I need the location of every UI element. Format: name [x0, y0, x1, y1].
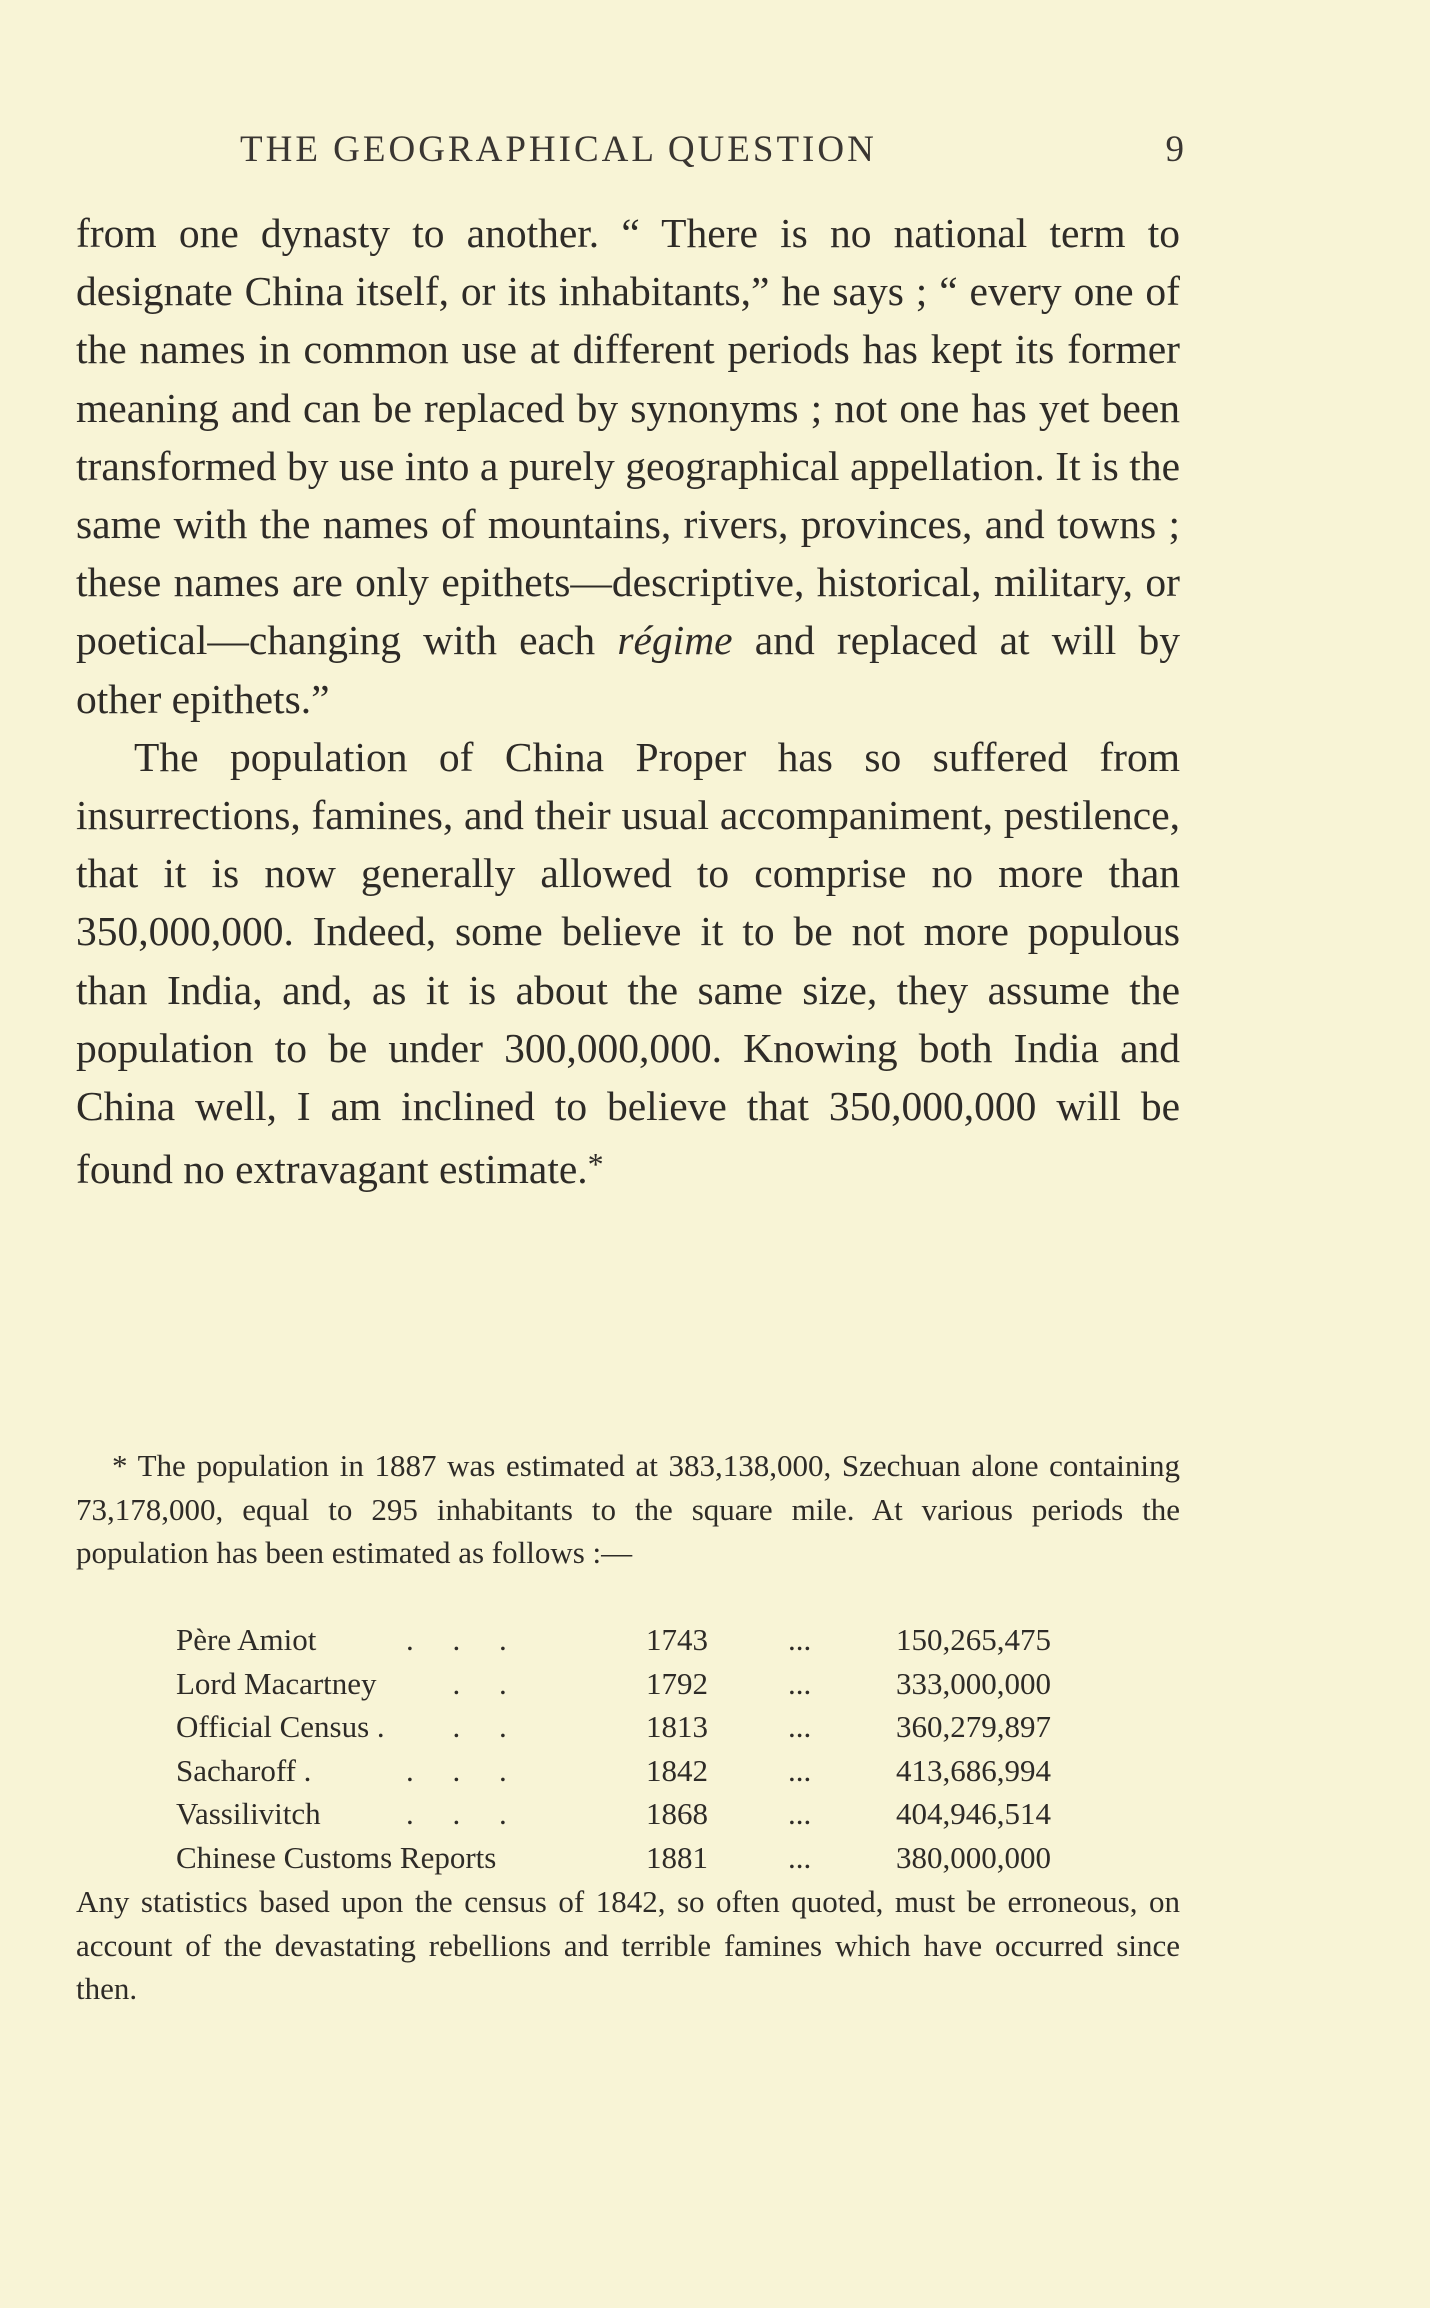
- leader-dots: . .: [406, 1665, 507, 1701]
- year: 1881: [646, 1839, 708, 1875]
- population-table: [176, 1618, 1076, 1879]
- year: 1842: [646, 1752, 708, 1788]
- footnote-intro: * The population in 1887 was estimated at 383,138,000, Szechuan alone containing 73,178,000, equal to 295 inhabitants to the square mile. At various periods the population has been estimated as follows :—: [76, 1448, 1180, 1570]
- running-head-title: THE GEOGRAPHICAL QUESTION: [240, 129, 877, 170]
- source-name: Sacharoff .: [176, 1752, 312, 1788]
- source-name: Lord Macartney: [176, 1665, 377, 1701]
- population-value: 380,000,000: [896, 1839, 1051, 1875]
- paragraph-2: [76, 728, 1180, 1199]
- leader-dots: . .: [406, 1709, 507, 1744]
- table-row: [176, 1836, 1076, 1880]
- ellipsis: ...: [788, 1709, 812, 1744]
- body-text: [76, 204, 1180, 1198]
- page-number: 9: [1165, 129, 1184, 170]
- source-name: Vassilivitch: [176, 1796, 321, 1831]
- leader-dots: . . .: [406, 1796, 507, 1831]
- paragraph-1: [76, 204, 1180, 728]
- table-row: [176, 1792, 1076, 1836]
- population-value: 333,000,000: [896, 1665, 1051, 1701]
- population-value: 150,265,475: [896, 1622, 1051, 1657]
- table-row: [176, 1662, 1076, 1706]
- footnote-marker[interactable]: *: [587, 1146, 604, 1183]
- footnote: [76, 1444, 1180, 1575]
- footnote-conclusion-text: Any statistics based upon the census of 1842, so often quoted, must be erroneous, on account of the devastating rebellions and terrible famines which have occurred since then.: [76, 1884, 1180, 2006]
- table-row: [176, 1749, 1076, 1793]
- paragraph-1-text: from one dynasty to another. “ There is no national term to designate China itself, or its inhabitants,” he says ; “ every one of the names in common use at different periods has kept its former meaning and can be replaced by synonyms ; not one has yet been transformed by use into a purely geographical appellation. It is the same with the names of mountains, rivers, provinces, and towns ; these names are only epithets—descriptive, historical, military, or poetical—changing with each: [76, 210, 1180, 664]
- source-name: Chinese Customs Reports: [176, 1839, 497, 1875]
- year: 1792: [646, 1665, 708, 1701]
- italic-regime: régime: [617, 617, 733, 664]
- source-name: Official Census .: [176, 1709, 385, 1744]
- table-row: [176, 1705, 1076, 1749]
- population-value: 413,686,994: [896, 1752, 1051, 1788]
- ellipsis: ...: [788, 1796, 812, 1831]
- leader-dots: . . .: [406, 1622, 507, 1657]
- leader-dots: . . .: [406, 1752, 507, 1788]
- ellipsis: ...: [788, 1622, 812, 1657]
- year: 1813: [646, 1709, 708, 1744]
- footnote-conclusion: [76, 1880, 1180, 2011]
- ellipsis: ...: [788, 1839, 812, 1875]
- source-name: Père Amiot: [176, 1622, 317, 1657]
- paragraph-1-tail: and replaced at will by other epithets.”: [76, 617, 1181, 722]
- ellipsis: ...: [788, 1752, 812, 1788]
- year: 1868: [646, 1796, 708, 1831]
- paragraph-2-text: The population of China Proper has so suffered from insurrections, famines, and their usual accompaniment, pestilence, that it is now generally allowed to comprise no more than 350,000,000. Indeed, some believe it to be not more populous than India, and, as it is about the same size, they assume the population to be under 300,000,000. Knowing both India and China well, I am inclined to believe that 350,000,000 will be found no extravagant estimate.: [76, 733, 1180, 1193]
- ellipsis: ...: [788, 1665, 812, 1701]
- population-value: 404,946,514: [896, 1796, 1051, 1831]
- table-row: [176, 1618, 1076, 1662]
- year: 1743: [646, 1622, 708, 1657]
- population-value: 360,279,897: [896, 1709, 1051, 1744]
